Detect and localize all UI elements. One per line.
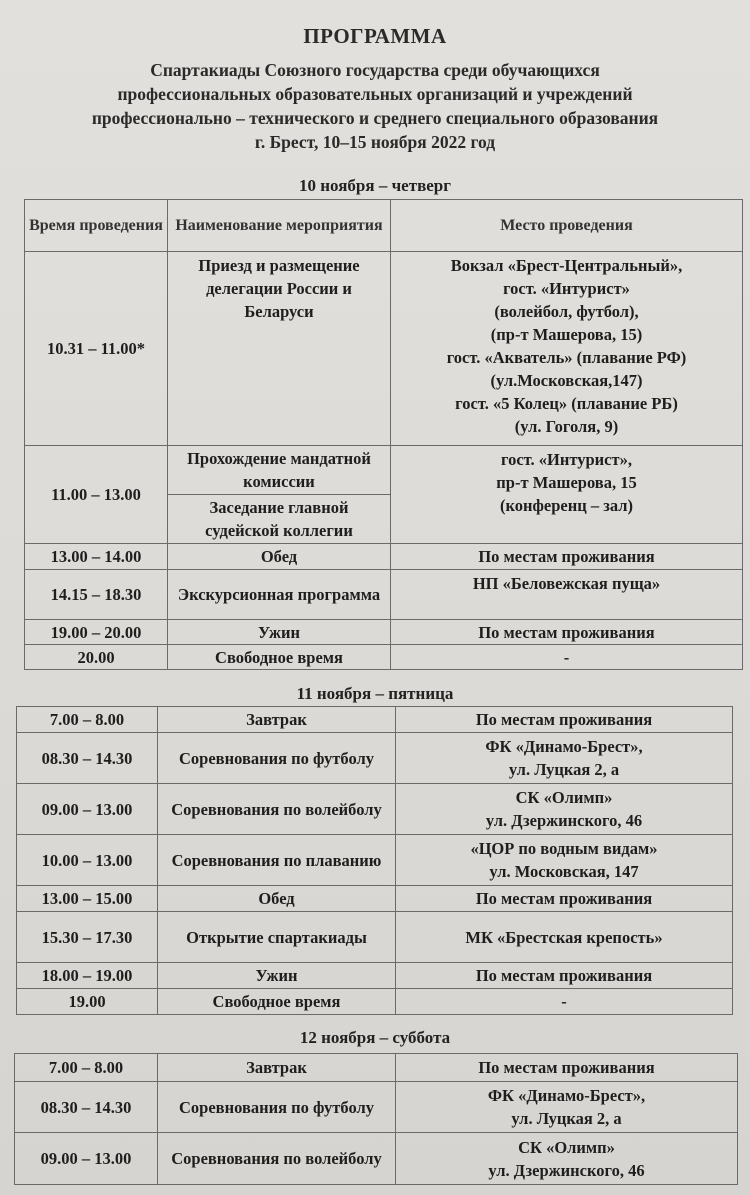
- place-line: гост. «5 Колец» (плавание РБ): [455, 394, 678, 413]
- cell-place: По местам проживания: [396, 886, 733, 912]
- place-line: гост. «Интурист»: [503, 279, 630, 298]
- table-row: [17, 707, 733, 733]
- cell-event: Соревнования по футболу: [158, 1082, 396, 1133]
- table-row: [25, 570, 743, 620]
- cell-event: Приезд и размещение делегации России и Беларуси: [168, 252, 391, 446]
- table-row: [17, 963, 733, 989]
- table-row: [15, 1082, 738, 1133]
- cell-time: 10.31 – 11.00*: [25, 252, 168, 446]
- cell-time: 09.00 – 13.00: [15, 1133, 158, 1185]
- table-row: [17, 784, 733, 835]
- table-header-row: [25, 200, 743, 252]
- cell-place: [391, 446, 743, 544]
- day-title-nov-11: 11 ноября – пятница: [296, 684, 454, 703]
- subtitle-line: г. Брест, 10–15 ноября 2022 год: [254, 132, 496, 152]
- table-row: [17, 835, 733, 886]
- table-row: [17, 886, 733, 912]
- table-row: [17, 733, 733, 784]
- header-time: Время проведения: [25, 200, 168, 252]
- schedule-table-nov-10: [24, 199, 743, 670]
- cell-place: -: [391, 645, 743, 670]
- table-row: [15, 1133, 738, 1185]
- place-line: «ЦОР по водным видам»: [470, 839, 658, 858]
- place-line: пр-т Машерова, 15: [496, 473, 637, 492]
- cell-event: Ужин: [168, 620, 391, 645]
- cell-time: 10.00 – 13.00: [17, 835, 158, 886]
- cell-place: [396, 784, 733, 835]
- place-line: гост. «Интурист»,: [501, 450, 632, 469]
- cell-time: 15.30 – 17.30: [17, 912, 158, 963]
- cell-time: 14.15 – 18.30: [25, 570, 168, 620]
- place-line: (волейбол, футбол),: [494, 302, 639, 321]
- cell-event: Обед: [158, 886, 396, 912]
- cell-place: [396, 835, 733, 886]
- subtitle-line: профессиональных образовательных организаций и учреждений: [117, 84, 633, 104]
- document-title: ПРОГРАММА: [303, 24, 447, 48]
- cell-place: НП «Беловежская пуща»: [391, 570, 743, 620]
- place-line: гост. «Акватель» (плавание РФ): [446, 348, 687, 367]
- cell-place: [396, 1133, 738, 1185]
- subtitle-line: профессионально – технического и среднего специального образования: [91, 108, 659, 128]
- place-line: ул. Дзержинского, 46: [488, 1160, 645, 1180]
- day-title-nov-12: 12 ноября – суббота: [299, 1028, 451, 1047]
- cell-time: 20.00: [25, 645, 168, 670]
- place-line: ул. Московская, 147: [489, 862, 639, 881]
- cell-time: 7.00 – 8.00: [15, 1054, 158, 1082]
- cell-event: Свободное время: [158, 989, 396, 1015]
- table-row: [15, 1054, 738, 1082]
- cell-place: По местам проживания: [396, 707, 733, 733]
- cell-place: [396, 1082, 738, 1133]
- cell-place: По местам проживания: [396, 1054, 738, 1082]
- cell-time: 18.00 – 19.00: [17, 963, 158, 989]
- place-line: Вокзал «Брест-Центральный»,: [450, 256, 683, 275]
- cell-time: 08.30 – 14.30: [15, 1082, 158, 1133]
- schedule-table-nov-12: [14, 1053, 738, 1185]
- cell-time: 13.00 – 15.00: [17, 886, 158, 912]
- table-row: [17, 912, 733, 963]
- cell-event: Завтрак: [158, 1054, 396, 1082]
- cell-time: 13.00 – 14.00: [25, 544, 168, 570]
- cell-time: 19.00 – 20.00: [25, 620, 168, 645]
- cell-place: МК «Брестская крепость»: [396, 912, 733, 963]
- table-row: [25, 446, 743, 495]
- cell-event: Соревнования по волейболу: [158, 1133, 396, 1185]
- header-event: Наименование мероприятия: [168, 200, 391, 252]
- cell-event: Экскурсионная программа: [168, 570, 391, 620]
- cell-place: -: [396, 989, 733, 1015]
- cell-event: Открытие спартакиады: [158, 912, 396, 963]
- cell-event: Соревнования по футболу: [158, 733, 396, 784]
- cell-time: 7.00 – 8.00: [17, 707, 158, 733]
- header-place: Место проведения: [391, 200, 743, 252]
- cell-time: 11.00 – 13.00: [25, 446, 168, 544]
- cell-event: Свободное время: [168, 645, 391, 670]
- place-line: ул. Луцкая 2, а: [511, 1109, 622, 1128]
- cell-time: 09.00 – 13.00: [17, 784, 158, 835]
- cell-place: [391, 252, 743, 446]
- schedule-table-nov-11: [16, 706, 733, 1015]
- day-title-nov-10: 10 ноября – четверг: [299, 176, 451, 195]
- table-row: [25, 252, 743, 446]
- table-row: [25, 645, 743, 670]
- cell-event: Соревнования по волейболу: [158, 784, 396, 835]
- place-line: (конференц – зал): [499, 496, 634, 515]
- cell-place: По местам проживания: [396, 963, 733, 989]
- cell-event: Заседание главной судейской коллегии: [168, 495, 391, 544]
- cell-event: Ужин: [158, 963, 396, 989]
- place-line: ул. Дзержинского, 46: [485, 811, 643, 830]
- cell-place: По местам проживания: [391, 544, 743, 570]
- cell-place: [396, 733, 733, 784]
- cell-time: 19.00: [17, 989, 158, 1015]
- table-row: [17, 989, 733, 1015]
- cell-place: По местам проживания: [391, 620, 743, 645]
- cell-time: 08.30 – 14.30: [17, 733, 158, 784]
- cell-event: Обед: [168, 544, 391, 570]
- place-line: СК «Олимп»: [518, 1137, 615, 1157]
- place-line: ФК «Динамо-Брест»,: [487, 1086, 646, 1105]
- subtitle-line: Спартакиады Союзного государства среди обучающихся: [150, 60, 600, 80]
- table-row: [25, 544, 743, 570]
- place-line: ФК «Динамо-Брест»,: [485, 737, 643, 756]
- place-line: (ул. Гоголя, 9): [514, 417, 619, 436]
- cell-event: Прохождение мандатной комиссии: [168, 446, 391, 495]
- place-line: (ул.Московская,147): [490, 371, 643, 390]
- cell-event: Завтрак: [158, 707, 396, 733]
- table-row: [25, 620, 743, 645]
- cell-event: Соревнования по плаванию: [158, 835, 396, 886]
- place-line: ул. Луцкая 2, а: [508, 760, 620, 779]
- place-line: (пр-т Машерова, 15): [490, 325, 643, 344]
- place-line: СК «Олимп»: [515, 788, 613, 807]
- document-subtitle: [20, 58, 730, 154]
